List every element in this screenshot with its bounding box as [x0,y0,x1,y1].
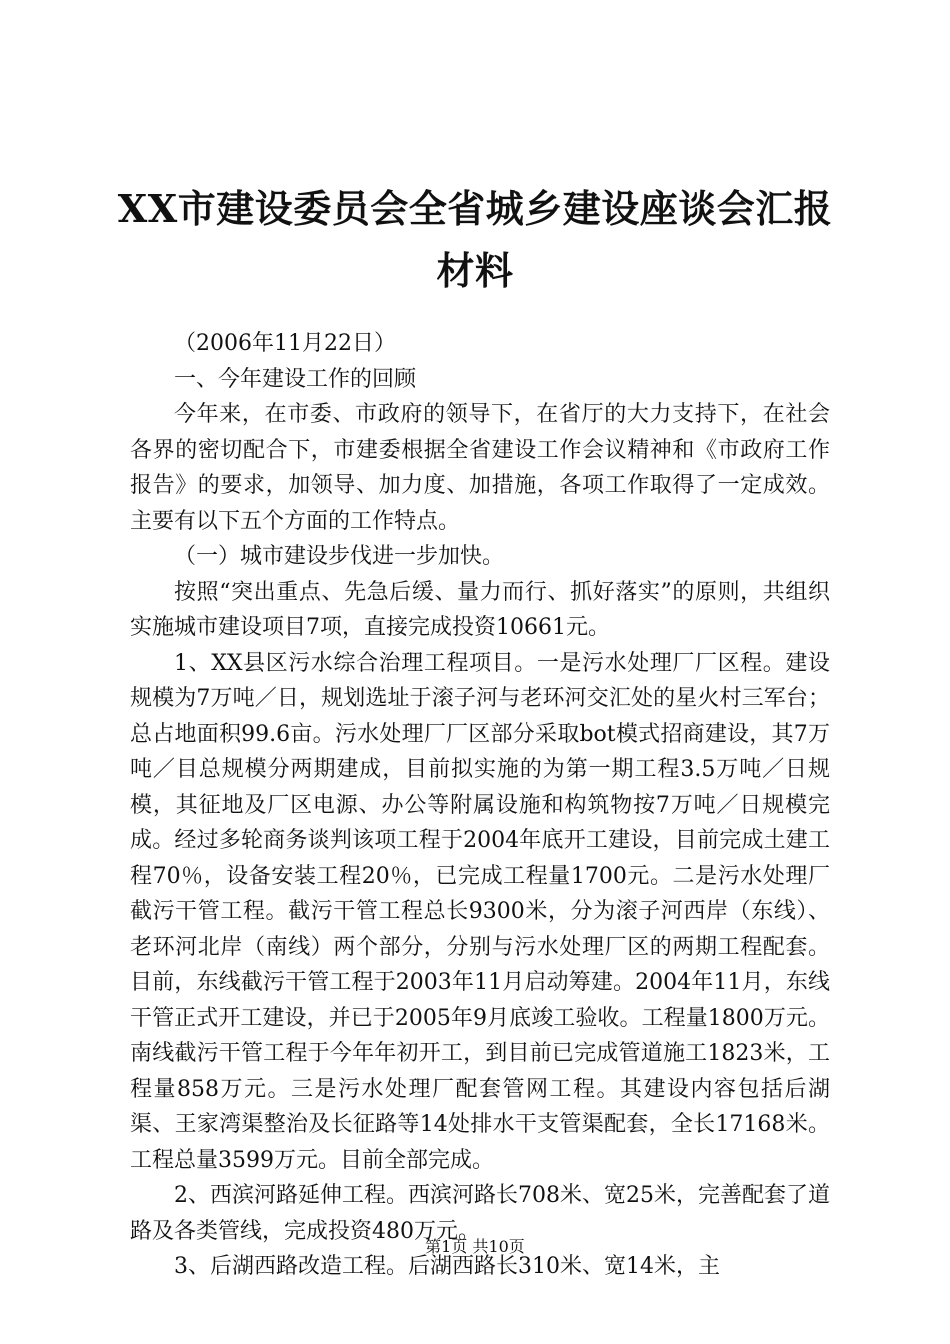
paragraph: 今年来，在市委、市政府的领导下，在省厅的大力支持下，在社会各界的密切配合下，市建委根据全省建设工作会议精神和《市政府工作报告》的要求，加领导、加力度、加措施，各项工作取得了一定成效。主要有以下五个方面的工作特点。 [130,402,830,534]
document-title: XX市建设委员会全省城乡建设座谈会汇报材料 [117,186,833,293]
paragraph: 3、后湖西路改造工程。后湖西路长310米、宽14米，主 [174,1254,720,1279]
section-heading: 一、今年建设工作的回顾 [174,366,417,392]
date-line: （2006年11月22日） [174,331,396,356]
paragraph: 1、XX县区污水综合治理工程项目。一是污水处理厂厂区程。建设规模为7万吨／日，规划选址于滚子河与老环河交汇处的星火村三军台；总占地面积99.6亩。污水处理厂厂区部分采取bot模式招商建设，其7万吨／目总规模分两期建成，目前拟实施的为第一期工程3.5万吨／日规模，其征地及厂区电源、办公等附属设施和构筑物按7万吨／日规模完成。经过多轮商务谈判该项工程于2004年底开工建设，目前完成土建工程70％，设备安装工程20％，已完成工程量1700元。二是污水处理厂截污干管工程。截污干管工程总长9300米，分为滚子河西岸（东线）、老环河北岸（南线）两个部分，分别与污水处理厂区的两期工程配套。目前，东线截污干管工程于2003年11月启动筹建。2004年11月，东线干管正式开工建设，并已于2005年9月底竣工验收。工程量1800万元。南线截污干管工程于今年年初开工，到目前已完成管道施工1823米，工程量858万元。三是污水处理厂配套管网工程。其建设内容包括后湖渠、王家湾渠整治及长征路等14处排水干支管渠配套，全长17168米。工程总量3599万元。目前全部完成。 [130,650,830,1173]
page-footer: 第1页 共10页 [425,1237,525,1256]
document-body [130,326,830,1285]
paragraph: 2、西滨河路延伸工程。西滨河路长708米、宽25米，完善配套了道路及各类管线，完成投资480万元。 [130,1183,830,1244]
subsection-heading: （一）城市建设步伐进一步加快。 [174,544,505,569]
paragraph: 按照“突出重点、先急后缓、量力而行、抓好落实”的原则，共组织实施城市建设项目7项，直接完成投资10661元。 [130,579,830,640]
